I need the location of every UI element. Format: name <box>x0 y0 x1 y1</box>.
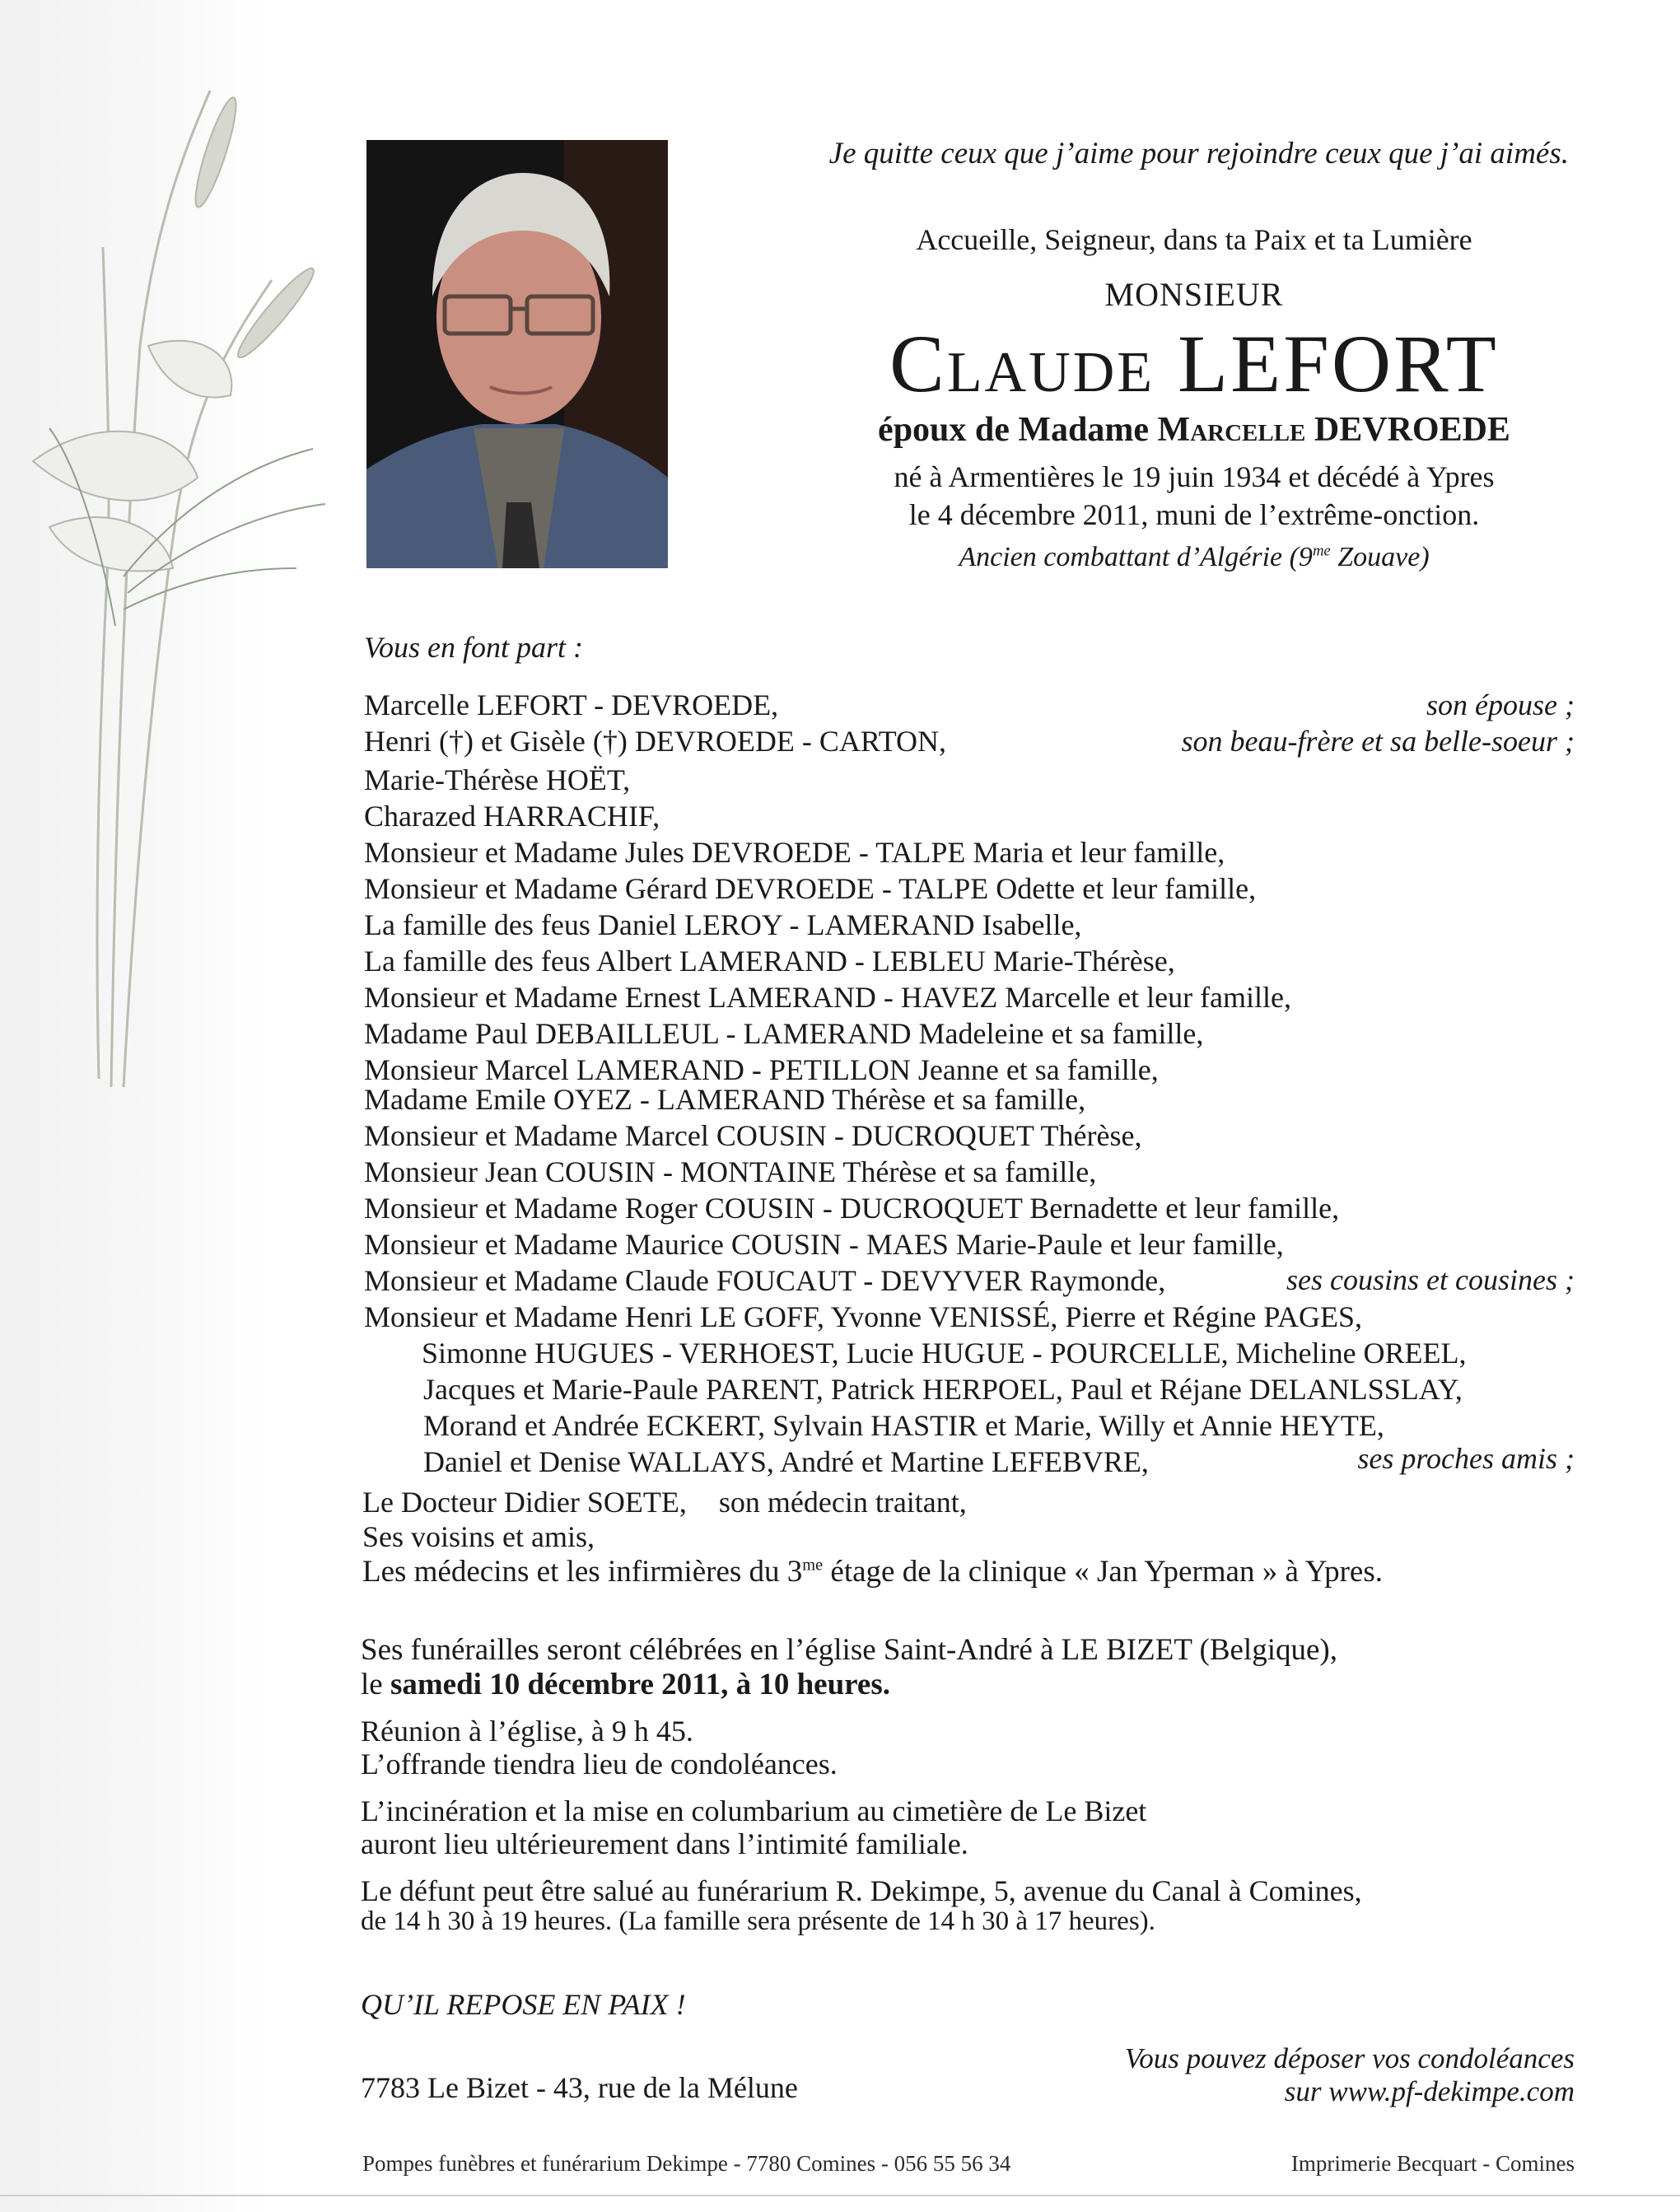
cremation-line-2: auront lieu ultérieurement dans l’intimité familiale. <box>361 1827 968 1860</box>
death-line: le 4 décembre 2011, muni de l’extrême-onction. <box>908 498 1480 531</box>
cousin-line: Monsieur et Madame Claude FOUCAUT - DEVYVER Raymonde, <box>364 1264 1166 1297</box>
veteran-superscript: me <box>1312 542 1331 560</box>
funeral-line: Ses funérailles seront célébrées en l’église Saint-André à LE BIZET (Belgique), <box>361 1633 1337 1667</box>
family-relation: son beau-frère et sa belle-soeur ; <box>1181 725 1575 758</box>
doctor-relation: son médecin traitant, <box>718 1486 967 1519</box>
friend-line: Monsieur et Madame Henri LE GOFF, Yvonne VENISSÉ, Pierre et Régine PAGES, <box>364 1300 1363 1333</box>
meeting-line: Réunion à l’église, à 9 h 45. <box>361 1715 693 1748</box>
bottom-rule <box>0 2195 1680 2196</box>
deceased-first-name: Claude <box>889 318 1155 409</box>
footer-funeral-home: Pompes funèbres et funérarium Dekimpe - 7780 Comines - 056 55 56 34 <box>362 2151 1011 2176</box>
deceased-last-name: LEFORT <box>1178 318 1499 409</box>
clinic-prefix: Les médecins et les infirmières du 3 <box>362 1555 803 1589</box>
funeral-date-line <box>361 1667 890 1702</box>
birth-line: né à Armentières le 19 juin 1934 et décédé à Ypres <box>894 460 1495 493</box>
visit-line-2: de 14 h 30 à 19 heures. (La famille sera présente de 14 h 30 à 17 heures). <box>361 1906 1155 1936</box>
veteran-line <box>807 542 1581 573</box>
friend-line: Morand et Andrée ECKERT, Sylvain HASTIR et Marie, Willy et Annie HEYTE, <box>423 1409 1384 1442</box>
spouse-line <box>807 410 1581 450</box>
spouse-last-name: DEVROEDE <box>1314 411 1510 449</box>
prayer-line: Accueille, Seigneur, dans ta Paix et ta Lumière <box>916 223 1472 256</box>
honorific: MONSIEUR <box>1104 276 1284 313</box>
portrait-photo <box>366 140 668 568</box>
cousin-line: Monsieur Jean COUSIN - MONTAINE Thérèse et sa famille, <box>364 1155 1097 1188</box>
neighbours-line: Ses voisins et amis, <box>362 1520 595 1553</box>
veteran-suffix: Zouave) <box>1330 542 1430 572</box>
funeral-date: samedi 10 décembre 2011, à 10 heures. <box>390 1668 890 1701</box>
doctor-line <box>362 1485 967 1519</box>
family-relation: son épouse ; <box>1426 688 1575 721</box>
cousin-line: Monsieur et Madame Maurice COUSIN - MAES Marie-Paule et leur famille, <box>364 1228 1284 1261</box>
family-member-line: La famille des feus Daniel LEROY - LAMERAND Isabelle, <box>364 908 1082 941</box>
clinic-suffix: étage de la clinique « Jan Yperman » à Ypres. <box>823 1555 1383 1589</box>
intro-line: Vous en font part : <box>364 631 583 664</box>
cousin-line: Monsieur et Madame Roger COUSIN - DUCROQUET Bernadette et leur famille, <box>364 1192 1340 1225</box>
deceased-name <box>807 315 1581 413</box>
family-member-line: Madame Paul DEBAILLEUL - LAMERAND Madeleine et sa famille, <box>364 1017 1204 1050</box>
address-line: 7783 Le Bizet - 43, rue de la Mélune <box>361 2071 798 2104</box>
family-member-line: Marie-Thérèse HOËT, <box>364 763 631 796</box>
cousin-line: Monsieur et Madame Marcel COUSIN - DUCROQUET Thérèse, <box>364 1119 1142 1152</box>
family-member-line: Monsieur Marcel LAMERAND - PETILLON Jeanne et sa famille, <box>364 1053 1159 1086</box>
doctor-name: Le Docteur Didier SOETE, <box>362 1486 687 1519</box>
footer-printer: Imprimerie Becquart - Comines <box>1290 2151 1575 2176</box>
family-member-line: Charazed HARRACHIF, <box>364 800 660 833</box>
spouse-first-name: Marcelle <box>1157 411 1306 449</box>
family-group-list <box>364 762 1291 1088</box>
friend-line: Daniel et Denise WALLAYS, André et Martine LEFEBVRE, <box>423 1445 1149 1478</box>
visit-line-1: Le défunt peut être salué au funérarium R. Dekimpe, 5, avenue du Canal à Comines, <box>361 1874 1362 1907</box>
condolences-line-1: Vous pouvez déposer vos condoléances <box>1124 2042 1575 2074</box>
veteran-prefix: Ancien combattant d’Algérie (9 <box>959 542 1313 572</box>
family-row <box>364 688 1575 722</box>
clinic-line <box>362 1554 1383 1589</box>
friend-line: Simonne HUGUES - VERHOEST, Lucie HUGUE - POURCELLE, Micheline OREEL, <box>422 1337 1467 1370</box>
family-row <box>364 724 1575 758</box>
family-member-line: Monsieur et Madame Ernest LAMERAND - HAVEZ Marcelle et leur famille, <box>364 981 1292 1014</box>
cremation-line-1: L’incinération et la mise en columbarium au cimetière de Le Bizet <box>361 1794 1147 1827</box>
family-name: Marcelle LEFORT - DEVROEDE, <box>364 688 779 721</box>
cousin-line: Madame Emile OYEZ - LAMERAND Thérèse et sa famille, <box>364 1083 1086 1116</box>
condolences-website: sur www.pf-dekimpe.com <box>1284 2075 1575 2107</box>
offering-line: L’offrande tiendra lieu de condoléances. <box>361 1748 838 1780</box>
family-member-line: La famille des feus Albert LAMERAND - LEBLEU Marie-Thérèse, <box>364 945 1175 978</box>
lily-wheat-illustration <box>0 0 346 1095</box>
rip-line: QU’IL REPOSE EN PAIX ! <box>361 1988 686 2021</box>
opening-quote: Je quitte ceux que j’aime pour rejoindre ceux que j’ai aimés. <box>828 137 1569 170</box>
family-name: Henri (†) et Gisèle (†) DEVROEDE - CARTON, <box>364 725 947 758</box>
spouse-prefix: époux de Madame <box>878 411 1150 449</box>
friends-relation: ses proches amis ; <box>1357 1442 1575 1475</box>
funeral-le: le <box>361 1668 390 1701</box>
family-member-line: Monsieur et Madame Gérard DEVROEDE - TALPE Odette et leur famille, <box>364 872 1257 905</box>
clinic-superscript: me <box>802 1556 824 1575</box>
family-member-line: Monsieur et Madame Jules DEVROEDE - TALPE Maria et leur famille, <box>364 836 1225 869</box>
cousins-relation: ses cousins et cousines ; <box>1286 1263 1575 1296</box>
friend-line: Jacques et Marie-Paule PARENT, Patrick HERPOEL, Paul et Réjane DELANLSSLAY, <box>423 1373 1463 1406</box>
